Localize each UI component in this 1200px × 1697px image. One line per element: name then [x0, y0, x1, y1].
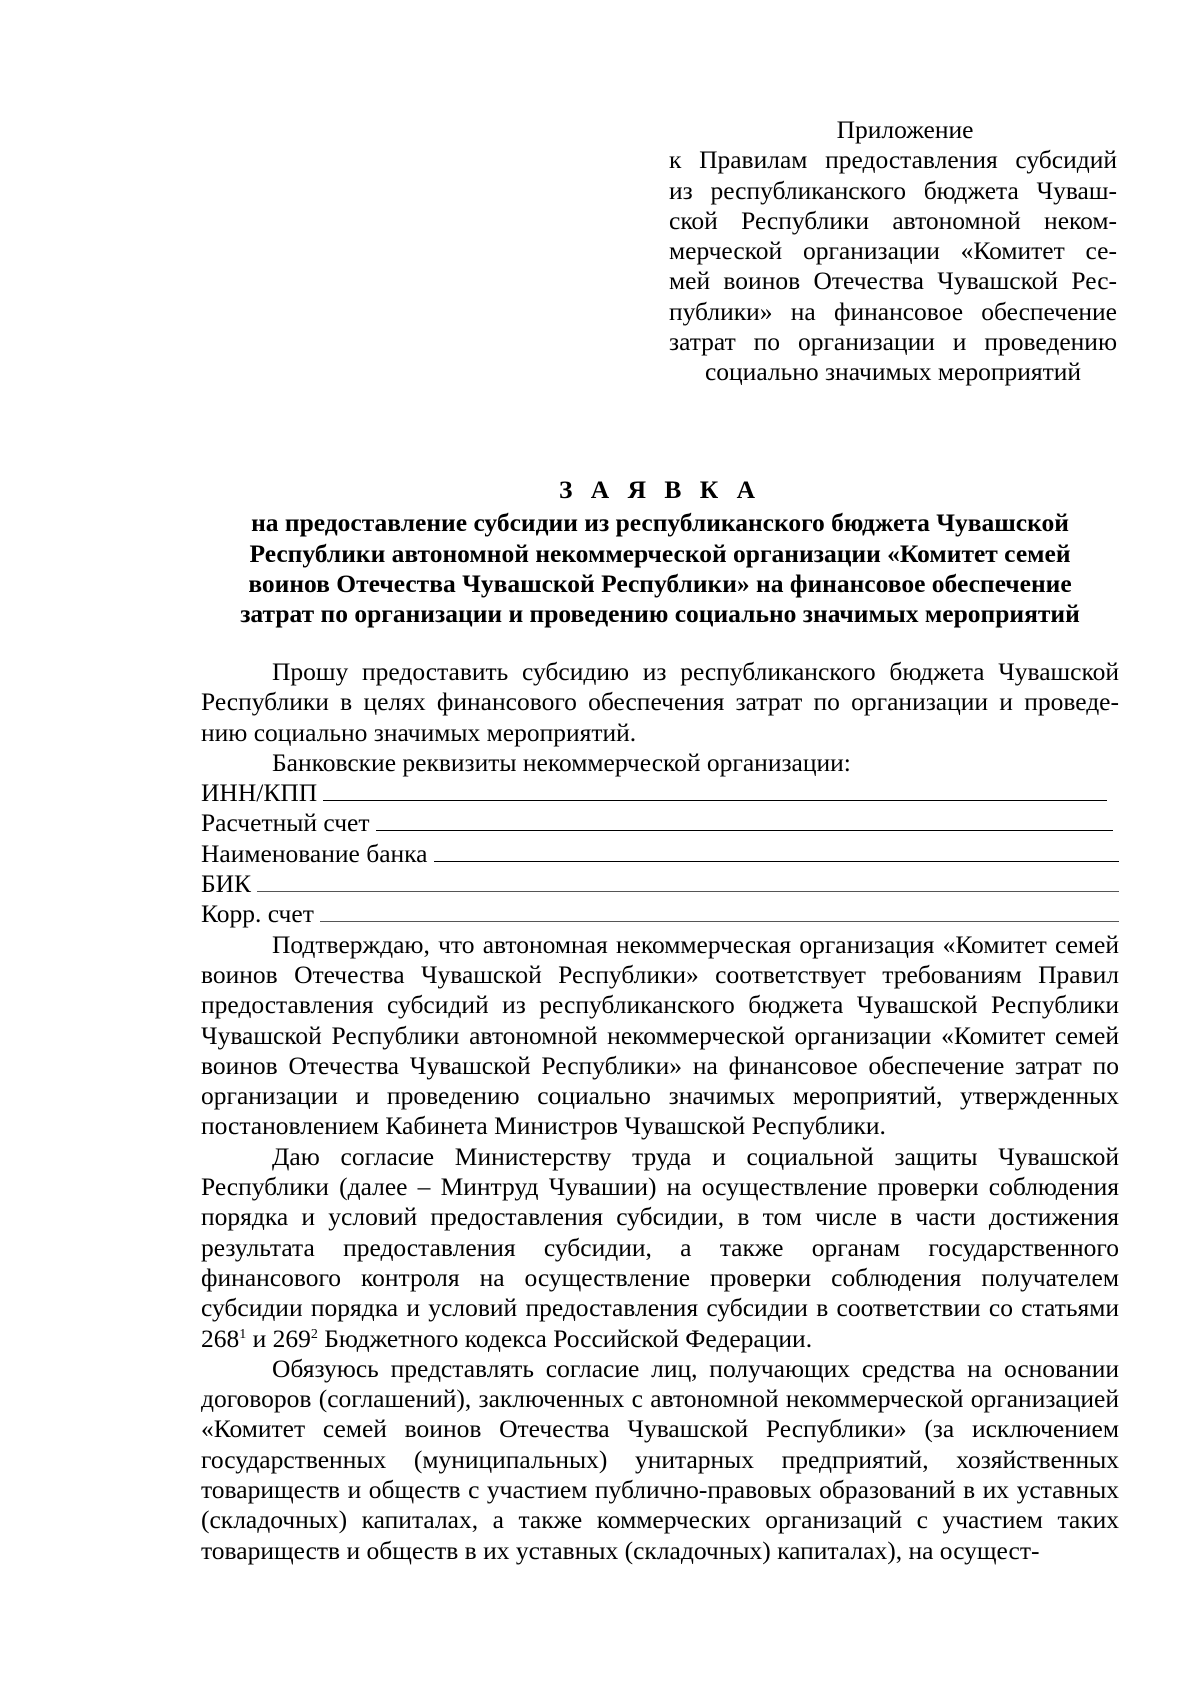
document-subtitle-line: Республики автономной некоммерческой организации «Комитет семей	[249, 538, 1071, 568]
obligation-paragraph: Обязуюсь представлять согласие лиц, получающих средства на основании договоров (соглашений), заключенных с автономной некоммерческой организацией «Комитет семей воинов Отечества Чувашской Республики» (за исключением государственных (муниципальных) унитарных предприятий, хозяйственных товариществ и обществ с участием публично-правовых образований в их уставных (складочных) капиталах, а также коммерческих организаций с участием таких товариществ и обществ в их уставных (складочных) капиталах), на осущест-	[201, 1353, 1119, 1565]
bik-blank[interactable]	[257, 869, 1119, 892]
document-heading	[200, 475, 1120, 629]
account-label: Расчетный счет	[201, 808, 370, 838]
account-blank[interactable]	[376, 808, 1114, 831]
bank-name-blank[interactable]	[434, 839, 1120, 862]
document-subtitle-line: воинов Отечества Чувашской Республики» на финансовое обеспечение	[248, 568, 1072, 598]
request-line: нию социально значимых мероприятий.	[201, 717, 637, 747]
inn-kpp-label: ИНН/КПП	[201, 778, 318, 808]
appendix-line: мей воинов Отечества Чувашской Рес-	[669, 266, 1117, 296]
appendix-line: к Правилам предоставления субсидий	[669, 145, 1117, 175]
bank-name-field[interactable]	[201, 839, 1119, 869]
corr-account-field[interactable]	[201, 899, 1119, 929]
corr-account-label: Корр. счет	[201, 899, 314, 929]
appendix-line: ской Республики автономной неком-	[669, 205, 1117, 235]
document-subtitle-line: затрат по организации и проведению социально значимых мероприятий	[240, 599, 1080, 629]
appendix-note	[669, 115, 1117, 388]
appendix-line: затрат по организации и проведению	[669, 327, 1117, 357]
account-field[interactable]	[201, 808, 1119, 838]
consent-text-and: и 269	[246, 1323, 311, 1353]
bank-name-label: Наименование банка	[201, 838, 428, 868]
document-subtitle-line: на предоставление субсидии из республиканского бюджета Чувашской	[251, 508, 1069, 538]
appendix-line: публики» на финансовое обеспечение	[669, 296, 1117, 326]
appendix-last-line: социально значимых мероприятий	[704, 357, 1082, 387]
consent-text-end: Бюджетного кодекса Российской Федерации.	[317, 1323, 813, 1353]
corr-account-blank[interactable]	[320, 899, 1119, 922]
consent-text: Даю согласие Министерству труда и социальной защиты Чувашской Республики (далее – Минтруд Чувашии) на осуществление проверки соблюдения порядка и условий предоставления субсидии, в том числе в части достижения результата предоставления субсидии, а также органам государственного финансового контроля на осуществление проверки соблюдения получателем субсидии порядка и условий предоставления субсидии в соответствии со статьями 268	[201, 1141, 1119, 1353]
superscript: 2	[310, 1326, 318, 1342]
appendix-line: из республиканского бюджета Чуваш-	[669, 175, 1117, 205]
inn-kpp-blank[interactable]	[323, 778, 1107, 801]
appendix-line: мерческой организации «Комитет се-	[669, 236, 1117, 266]
inn-kpp-field[interactable]	[201, 778, 1119, 808]
bank-requisites-intro: Банковские реквизиты некоммерческой организации:	[272, 747, 851, 777]
confirmation-paragraph: Подтверждаю, что автономная некоммерческая организация «Комитет семей воинов Отечества Чувашской Республики» соответствует требованиям Правил предоставления субсидий из республиканского бюджета Чувашской Республики Чувашской Республики автономной некоммерческой организации «Комитет семей воинов Отечества Чувашской Республики» на финансовое обеспечение затрат по организации и проведению социально значимых мероприятий, утвержденных постановлением Кабинета Министров Чувашской Республики.	[201, 929, 1119, 1141]
request-line: Республики в целях финансового обеспечения затрат по организации и проведе-	[201, 687, 1119, 717]
appendix-title: Приложение	[836, 115, 974, 144]
document-body	[201, 657, 1119, 1566]
document-title: З А Я В К А	[558, 475, 762, 504]
bik-field[interactable]	[201, 869, 1119, 899]
superscript: 1	[239, 1326, 247, 1342]
bik-label: БИК	[201, 869, 252, 899]
consent-paragraph	[201, 1142, 1119, 1354]
request-paragraph	[201, 657, 1119, 748]
request-line: Прошу предоставить субсидию из республиканского бюджета Чувашской	[272, 657, 1119, 686]
